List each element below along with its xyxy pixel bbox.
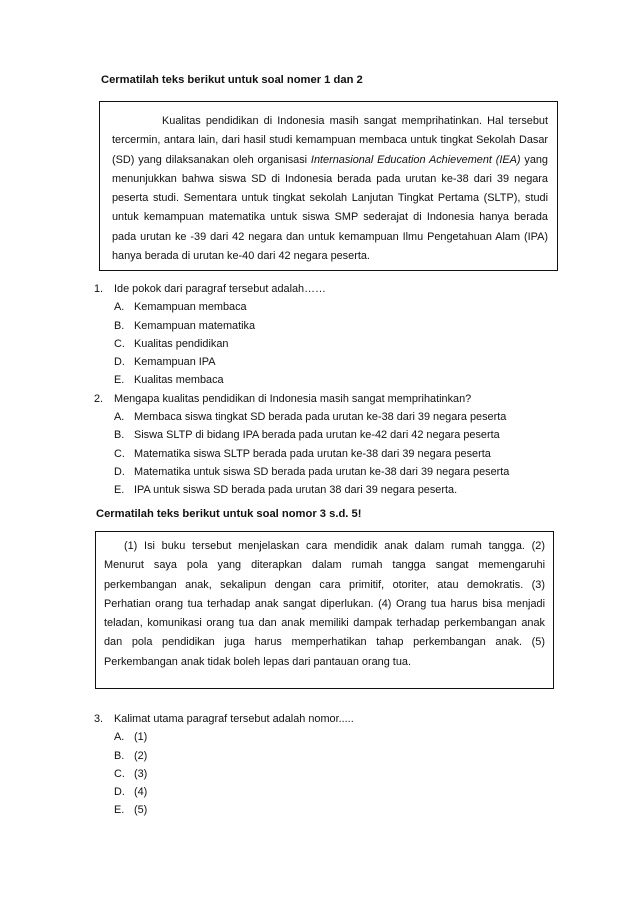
option-text: (2) xyxy=(134,749,148,762)
passage-box-2 xyxy=(95,531,554,689)
passage-1-text xyxy=(112,112,548,266)
option-3e xyxy=(94,801,354,819)
section1-heading: Cermatilah teks berikut untuk soal nomer 1 dan 2 xyxy=(101,74,363,86)
option-letter: C. xyxy=(114,767,125,780)
question-list-1 xyxy=(94,280,509,500)
passage-1-italic: Internasional Education Achievement (IEA) xyxy=(310,153,521,166)
question-text: Ide pokok dari paragraf tersebut adalah…… xyxy=(114,283,326,295)
option-text: Kualitas membaca xyxy=(134,374,224,387)
option-letter: D. xyxy=(114,465,125,478)
option-2b xyxy=(94,426,509,444)
option-2c xyxy=(94,445,509,463)
option-letter: A. xyxy=(114,411,125,424)
question-number: 1. xyxy=(94,283,104,295)
passage-1-part-b: yang menunjukkan bahwa siswa SD di Indonesia berada pada urutan ke-38 dari 39 negara peserta studi. Sementara untuk tingkat sekolah Lanjutan Tingkat Pertama (SLTP), studi untuk kemampuan matematika untuk siswa SMP sederajat di Indonesia hanya berada pada urutan ke -39 dari 42 negara dan untuk kemampuan Ilmu Pengetahuan Alam (IPA) hanya berada di urutan ke-40 dari 42 negara peserta. xyxy=(112,153,548,263)
question-number: 2. xyxy=(94,392,104,405)
option-text: Membaca siswa tingkat SD berada pada urutan ke-38 dari 39 negara peserta xyxy=(134,411,507,424)
passage-box-1 xyxy=(99,101,558,271)
option-text: Kemampuan matematika xyxy=(134,319,256,332)
option-letter: B. xyxy=(114,319,125,332)
option-1a xyxy=(94,298,509,316)
option-letter: A. xyxy=(114,731,125,744)
option-text: (5) xyxy=(134,804,148,817)
passage-2-text: (1) Isi buku tersebut menjelaskan cara mendidik anak dalam rumah tangga. (2) Menurut saya pola yang diterapkan dalam rumah tangga sangat memengaruhi perkembangan anak, sekalipun dengan cara primitif, otoriter, atau demokratis. (3) Perhatian orang tua terhadap anak sangat diperlukan. (4) Orang tua harus bisa menjadi teladan, komunikasi orang tua dan anak memiliki dampak terhadap perkembangan anak dan pola pendidikan juga harus memperhatikan tahap perkembangan anak. (5) Perkembangan anak tidak boleh lepas dari pantauan orang tua. xyxy=(104,540,545,668)
option-text: IPA untuk siswa SD berada pada urutan 38 dari 39 negara peserta. xyxy=(134,484,458,497)
option-3b xyxy=(94,747,354,765)
question-list-2 xyxy=(94,710,354,820)
option-2e xyxy=(94,481,509,499)
option-2a xyxy=(94,408,509,426)
question-3-stem xyxy=(94,710,354,728)
question-text: Kalimat utama paragraf tersebut adalah nomor..... xyxy=(114,713,354,725)
option-text: Kualitas pendidikan xyxy=(134,337,229,350)
option-letter: B. xyxy=(114,429,125,442)
question-text: Mengapa kualitas pendidikan di Indonesia masih sangat memprihatinkan? xyxy=(114,392,472,405)
option-letter: D. xyxy=(114,786,125,799)
option-1c xyxy=(94,335,509,353)
option-2d xyxy=(94,463,509,481)
option-text: (4) xyxy=(134,786,148,799)
option-letter: A. xyxy=(114,301,125,314)
option-text: (3) xyxy=(134,767,148,780)
option-1b xyxy=(94,317,509,335)
option-text: Kemampuan membaca xyxy=(134,301,247,314)
question-1 xyxy=(94,280,509,390)
option-letter: E. xyxy=(114,804,125,817)
option-letter: D. xyxy=(114,356,125,369)
option-letter: B. xyxy=(114,749,125,762)
question-1-stem xyxy=(94,280,509,298)
question-number: 3. xyxy=(94,713,104,725)
option-letter: C. xyxy=(114,337,125,350)
question-3 xyxy=(94,710,354,820)
option-1e xyxy=(94,371,509,389)
option-3c xyxy=(94,765,354,783)
option-letter: E. xyxy=(114,484,125,497)
option-text: Matematika siswa SLTP berada pada urutan ke-38 dari 39 negara peserta xyxy=(134,447,491,460)
option-1d xyxy=(94,353,509,371)
option-text: Siswa SLTP di bidang IPA berada pada urutan ke-42 dari 42 negara peserta xyxy=(134,429,500,442)
option-text: Kemampuan IPA xyxy=(134,356,216,369)
question-2 xyxy=(94,390,509,500)
passage-1-part-a: Kualitas pendidikan di Indonesia masih sangat memprihatinkan. Hal tersebut tercermin, antara lain, dari hasil studi kemampuan membaca untuk tingkat Sekolah Dasar (SD) yang dilaksanakan oleh organisasi xyxy=(112,115,548,166)
option-3d xyxy=(94,783,354,801)
question-2-stem xyxy=(94,390,509,408)
option-letter: C. xyxy=(114,447,125,460)
option-3a xyxy=(94,728,354,746)
option-text: Matematika untuk siswa SD berada pada urutan ke-38 dari 39 negara peserta xyxy=(134,465,510,478)
option-letter: E. xyxy=(114,374,125,387)
option-text: (1) xyxy=(134,731,148,744)
section2-heading: Cermatilah teks berikut untuk soal nomor 3 s.d. 5! xyxy=(96,508,362,520)
